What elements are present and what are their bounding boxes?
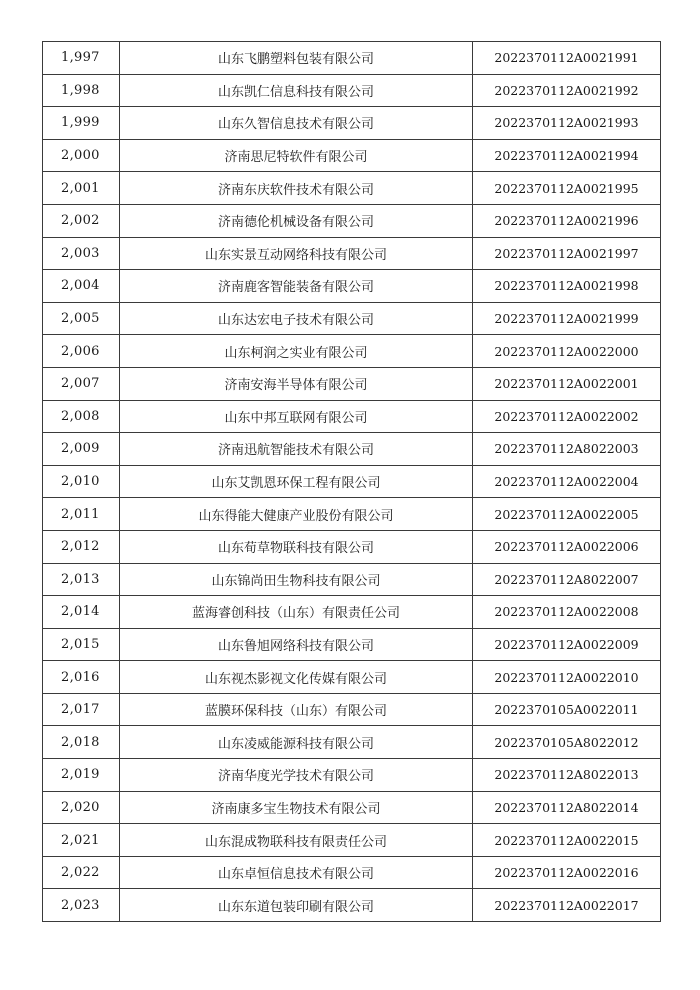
table-row (43, 204, 661, 237)
row-number-cell: 2,004 (43, 270, 120, 303)
registration-code-cell: 2022370112A0021997 (473, 237, 661, 270)
registration-code-cell: 2022370112A0022010 (473, 661, 661, 694)
table-row (43, 661, 661, 694)
company-name-cell: 山东卓恒信息技术有限公司 (120, 856, 473, 889)
table-row (43, 302, 661, 335)
row-number-cell: 2,007 (43, 367, 120, 400)
row-number-cell: 2,006 (43, 335, 120, 368)
table-row (43, 498, 661, 531)
company-name-cell: 山东艾凯恩环保工程有限公司 (120, 465, 473, 498)
row-number-cell: 2,001 (43, 172, 120, 205)
row-number-cell: 2,003 (43, 237, 120, 270)
row-number-cell: 1,998 (43, 74, 120, 107)
table-row (43, 465, 661, 498)
table-row (43, 563, 661, 596)
company-name-cell: 蓝膜环保科技（山东）有限公司 (120, 693, 473, 726)
table-row (43, 367, 661, 400)
table-row (43, 172, 661, 205)
row-number-cell: 2,018 (43, 726, 120, 759)
company-name-cell: 济南迅航智能技术有限公司 (120, 433, 473, 466)
row-number-cell: 2,017 (43, 693, 120, 726)
company-name-cell: 山东荀草物联科技有限公司 (120, 530, 473, 563)
registration-code-cell: 2022370112A0021998 (473, 270, 661, 303)
company-name-cell: 济南安海半导体有限公司 (120, 367, 473, 400)
row-number-cell: 2,021 (43, 824, 120, 857)
registration-code-cell: 2022370112A8022014 (473, 791, 661, 824)
company-name-cell: 济南德伦机械设备有限公司 (120, 204, 473, 237)
registration-code-cell: 2022370112A0021993 (473, 107, 661, 140)
table-row (43, 139, 661, 172)
registration-code-cell: 2022370112A0021992 (473, 74, 661, 107)
company-name-cell: 山东凯仁信息科技有限公司 (120, 74, 473, 107)
table-row (43, 270, 661, 303)
company-name-cell: 山东锦尚田生物科技有限公司 (120, 563, 473, 596)
registration-code-cell: 2022370112A0022009 (473, 628, 661, 661)
company-name-cell: 济南康多宝生物技术有限公司 (120, 791, 473, 824)
table-row (43, 596, 661, 629)
company-name-cell: 济南华度光学技术有限公司 (120, 759, 473, 792)
registration-code-cell: 2022370112A0022000 (473, 335, 661, 368)
row-number-cell: 2,008 (43, 400, 120, 433)
table-row (43, 107, 661, 140)
row-number-cell: 2,010 (43, 465, 120, 498)
row-number-cell: 2,015 (43, 628, 120, 661)
row-number-cell: 2,000 (43, 139, 120, 172)
company-name-cell: 山东柯润之实业有限公司 (120, 335, 473, 368)
row-number-cell: 2,002 (43, 204, 120, 237)
registration-code-cell: 2022370112A0021995 (473, 172, 661, 205)
company-name-cell: 山东中邦互联网有限公司 (120, 400, 473, 433)
row-number-cell: 2,009 (43, 433, 120, 466)
company-name-cell: 山东久智信息技术有限公司 (120, 107, 473, 140)
table-row (43, 400, 661, 433)
company-name-cell: 蓝海睿创科技（山东）有限责任公司 (120, 596, 473, 629)
registration-code-cell: 2022370112A0022017 (473, 889, 661, 922)
registration-code-cell: 2022370112A0021991 (473, 42, 661, 75)
table-row (43, 628, 661, 661)
registration-code-cell: 2022370112A8022013 (473, 759, 661, 792)
row-number-cell: 2,022 (43, 856, 120, 889)
company-name-cell: 山东鲁旭网络科技有限公司 (120, 628, 473, 661)
company-name-cell: 山东得能大健康产业股份有限公司 (120, 498, 473, 531)
company-name-cell: 山东混成物联科技有限责任公司 (120, 824, 473, 857)
registration-code-cell: 2022370112A0022016 (473, 856, 661, 889)
table-row (43, 693, 661, 726)
registration-code-cell: 2022370112A8022003 (473, 433, 661, 466)
registration-code-cell: 2022370112A0021994 (473, 139, 661, 172)
registration-code-cell: 2022370112A0021999 (473, 302, 661, 335)
row-number-cell: 1,999 (43, 107, 120, 140)
company-name-cell: 山东东道包装印刷有限公司 (120, 889, 473, 922)
registration-code-cell: 2022370105A8022012 (473, 726, 661, 759)
row-number-cell: 2,016 (43, 661, 120, 694)
row-number-cell: 2,011 (43, 498, 120, 531)
registry-table-body (43, 42, 661, 922)
company-name-cell: 山东凌威能源科技有限公司 (120, 726, 473, 759)
company-name-cell: 济南思尼特软件有限公司 (120, 139, 473, 172)
company-name-cell: 山东飞鹏塑料包装有限公司 (120, 42, 473, 75)
registration-code-cell: 2022370112A0022005 (473, 498, 661, 531)
row-number-cell: 2,019 (43, 759, 120, 792)
table-row (43, 530, 661, 563)
row-number-cell: 1,997 (43, 42, 120, 75)
table-row (43, 824, 661, 857)
registration-code-cell: 2022370105A0022011 (473, 693, 661, 726)
company-name-cell: 山东视杰影视文化传媒有限公司 (120, 661, 473, 694)
company-name-cell: 山东实景互动网络科技有限公司 (120, 237, 473, 270)
registry-table (42, 41, 661, 922)
registration-code-cell: 2022370112A0022015 (473, 824, 661, 857)
table-row (43, 856, 661, 889)
row-number-cell: 2,005 (43, 302, 120, 335)
row-number-cell: 2,013 (43, 563, 120, 596)
table-row (43, 759, 661, 792)
registration-code-cell: 2022370112A0022004 (473, 465, 661, 498)
row-number-cell: 2,023 (43, 889, 120, 922)
table-row (43, 335, 661, 368)
registration-code-cell: 2022370112A8022007 (473, 563, 661, 596)
table-row (43, 889, 661, 922)
company-name-cell: 山东达宏电子技术有限公司 (120, 302, 473, 335)
row-number-cell: 2,012 (43, 530, 120, 563)
table-row (43, 433, 661, 466)
table-row (43, 42, 661, 75)
document-page (42, 41, 658, 922)
row-number-cell: 2,020 (43, 791, 120, 824)
registration-code-cell: 2022370112A0022006 (473, 530, 661, 563)
row-number-cell: 2,014 (43, 596, 120, 629)
registration-code-cell: 2022370112A0022001 (473, 367, 661, 400)
registration-code-cell: 2022370112A0022002 (473, 400, 661, 433)
registration-code-cell: 2022370112A0022008 (473, 596, 661, 629)
table-row (43, 74, 661, 107)
table-row (43, 726, 661, 759)
company-name-cell: 济南鹿客智能装备有限公司 (120, 270, 473, 303)
company-name-cell: 济南东庆软件技术有限公司 (120, 172, 473, 205)
table-row (43, 791, 661, 824)
registration-code-cell: 2022370112A0021996 (473, 204, 661, 237)
table-row (43, 237, 661, 270)
